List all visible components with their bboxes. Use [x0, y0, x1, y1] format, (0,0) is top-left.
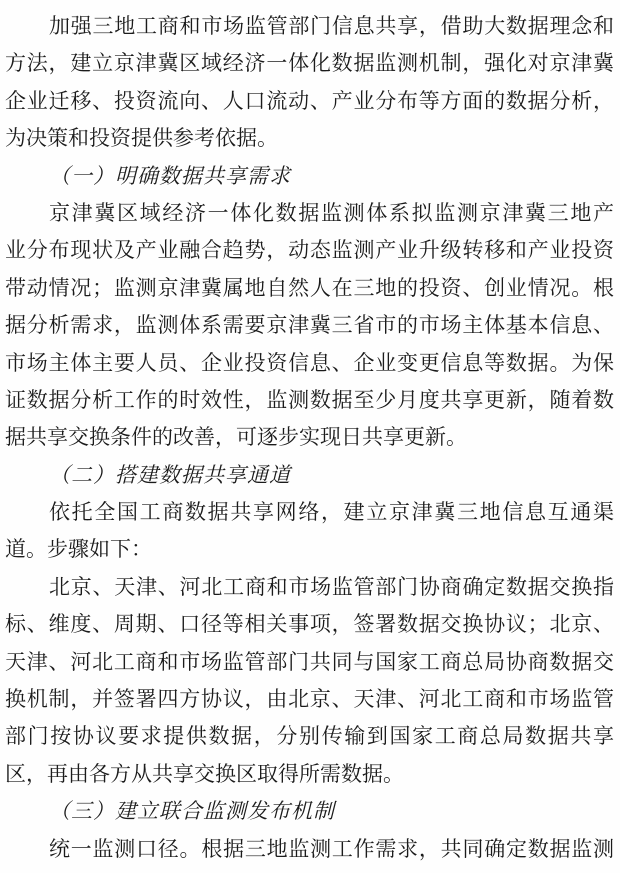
text-line: 北京、天津、河北工商和市场监管部门协商确定数据交换指 [49, 574, 614, 599]
text-line: 证数据分析工作的时效性，监测数据至少月度共享更新，随着数 [5, 387, 614, 412]
text-line: 据共享交换条件的改善，可逐步实现日共享更新。 [5, 425, 467, 450]
text-line: 标、维度、周期、口径等相关事项，签署数据交换协议；北京、 [5, 612, 614, 637]
section-heading-3: （三）建立联合监测发布机制 [49, 799, 335, 824]
text-line: 带动情况；监测京津冀属地自然人在三地的投资、创业情况。根 [5, 275, 614, 300]
text-line: 天津、河北工商和市场监管部门共同与国家工商总局协商数据交 [5, 649, 614, 674]
text-line: 方法，建立京津冀区域经济一体化数据监测机制，强化对京津冀 [5, 51, 614, 76]
text-line: 据分析需求，监测体系需要京津冀三省市的市场主体基本信息、 [5, 313, 614, 338]
section-heading-1: （一）明确数据共享需求 [49, 163, 291, 188]
text-line: 区，再由各方从共享交换区取得所需数据。 [5, 761, 404, 786]
text-line: 为决策和投资提供参考依据。 [5, 126, 278, 151]
text-line: 换机制，并签署四方协议，由北京、天津、河北工商和市场监管 [5, 687, 614, 712]
text-line: 业分布现状及产业融合趋势，动态监测产业升级转移和产业投资 [5, 238, 614, 263]
text-line: 市场主体主要人员、企业投资信息、企业变更信息等数据。为保 [5, 350, 614, 375]
text-line: 统一监测口径。根据三地监测工作需求，共同确定数据监测 [49, 836, 614, 861]
text-line: 部门按协议要求提供数据，分别传输到国家工商总局数据共享 [5, 724, 614, 749]
text-line: 京津冀区域经济一体化数据监测体系拟监测京津冀三地产 [49, 200, 614, 225]
section-heading-2: （二）搭建数据共享通道 [49, 462, 291, 487]
text-line: 企业迁移、投资流向、人口流动、产业分布等方面的数据分析， [5, 88, 614, 113]
text-line: 依托全国工商数据共享网络，建立京津冀三地信息互通渠 [49, 500, 614, 525]
text-line: 道。步骤如下： [5, 537, 152, 562]
text-line: 加强三地工商和市场监管部门信息共享，借助大数据理念和 [49, 14, 614, 38]
